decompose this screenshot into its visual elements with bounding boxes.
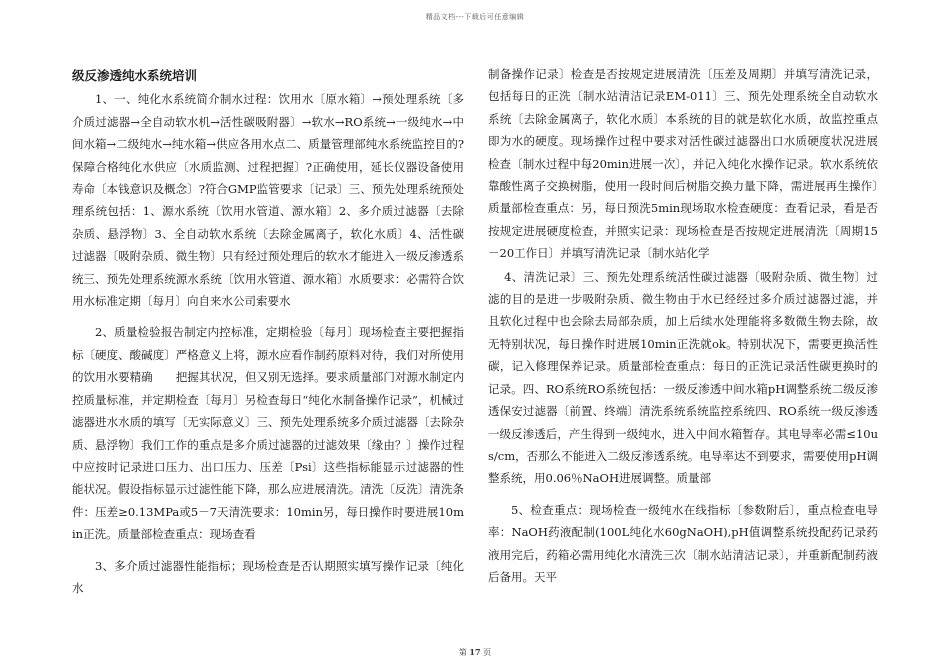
document-title: 级反渗透纯水系统培训 xyxy=(72,68,198,83)
page-number-footer xyxy=(0,647,950,658)
paragraph-2: 2、质量检验报告制定内控标准，定期检验〔每月〕现场检查主要把握指标〔硬度、酸碱度〕严格意义上将，源水应看作制药原料对待，我们对所使用的饮用水要精确 把握其状况，但又别无选择。要求质量部门对源水制定内控质量标准，并定期检查〔每月〕另检查每日“纯化水制备操作记录”，机械过滤器进水水质的填写〔无实际意义〕三、预先处理系统多介质过滤器〔去除杂质、悬浮物〕我们工作的重点是多介质过滤器的过滤效果〔缘由？〕操作过程中应按时记录进口压力、出口压力、压差〔Psi〕这些指标能显示过滤器的性能状况。假设指标显示过滤性能下降，那么应进展清洗。清洗〔反洗〕清洗条件：压差≥0.13MPa或5－7天清洗要求：10min另，每日操作时要进展10min正洗。质量部检查重点：现场查看 xyxy=(72,325,464,542)
paragraph-1: 1、一、纯化水系统简介制水过程：饮用水〔原水箱〕→预处理系统〔多介质过滤器→全自动软水机→活性碳吸附器〕→软水→RO系统→一级纯水→中间水箱→二级纯水→纯水箱→供应各用水点二、质量管理部纯水系统监控目的?保障合格纯化水供应〔水质监测、过程把握〕?正确使用，延长仪器设备使用寿命〔本钱意识及概念〕?符合GMP监管要求〔记录〕三、预先处理系统预处理系统包括：1、源水系统〔饮用水管道、源水箱〕2、多介质过滤器〔去除杂质、悬浮物〕3、全自动软水系统〔去除金属离子，软化水质〕4、活性碳过滤器〔吸附杂质、微生物〕只有经过预处理后的软水才能进入一级反渗透系统三、预先处理系统源水系统〔饮用水管道、源水箱〕水质要求：必需符合饮用水标准定期〔每月〕向自来水公司索要水 xyxy=(72,92,464,309)
page-prefix: 第 xyxy=(458,648,467,657)
paragraph-5: 5、检查重点：现场检查一级纯水在线指标〔参数附后〕，重点检查电导率：NaOH药液配制(100L纯化水60gNaOH),pH值调整系统投配药记录药液用完后，药箱必需用纯化水清洗三次〔制水站清洁记录〕，并重新配制药液后备用。天平 xyxy=(488,502,878,584)
header-note: 精品文档---下载后可任意编辑 xyxy=(425,13,525,21)
paragraph-3-continued: 制备操作记录〕检查是否按规定进展清洗〔压差及周期〕并填写清洗记录，包括每日的正洗〔制水站清洁记录EM-011〕三、预先处理系统全自动软水系统〔去除金属离子，软化水质〕本系统的目的就是软化水质，故监控重点即为水的硬度。现场操作过程中要求对活性碳过滤器出口水质硬度状况进展检查〔制水过程中每20min进展一次〕，并记入纯化水操作记录。软水系统依靠酸性离子交换树脂，使用一段时间后树脂交换力量下降，需进展再生操作〕质量部检查重点：另，每日预洗5min现场取水检查硬度：查看记录，看是否按规定进展硬度检查，并照实记录：现场检查是否按规定进展清洗〔周期15－20工作日〕并填写清洗记录〔制水站化学 xyxy=(488,67,878,261)
page-suffix: 页 xyxy=(483,648,492,657)
page-number: 17 xyxy=(469,647,481,657)
paragraph-4: 4、清洗记录〕三、预先处理系统活性碳过滤器〔吸附杂质、微生物〕过滤的目的是进一步吸附杂质、微生物由于水已经经过多介质过滤器过滤，并且软化过程中也会除去局部杂质，加上后续水处理能将多数微生物去除，故无特别状况，每日操作时进展10min正洗就ok。特别状况下，需要更换活性碳，记入修理保养记录。质量部检查重点：每日的正洗记录活性碳更换时的记录。四、RO系统RO系统包括：一级反渗透中间水箱pH调整系统二级反渗透保安过滤器〔前置、终端〕清洗系统系统监控系统四、RO系统一级反渗透一级反渗透后，产生得到一级纯水，进入中间水箱暂存。其电导率必需≤10us/cm，否那么不能进入二级反渗透系统。电导率达不到要求，需要使用pH调整系统，用0.06％NaOH进展调整。质量部 xyxy=(488,269,878,486)
right-column xyxy=(488,63,878,588)
left-column xyxy=(72,63,464,599)
paragraph-3: 3、多介质过滤器性能指标；现场检查是否认期照实填写操作记录〔纯化水 xyxy=(72,558,464,595)
